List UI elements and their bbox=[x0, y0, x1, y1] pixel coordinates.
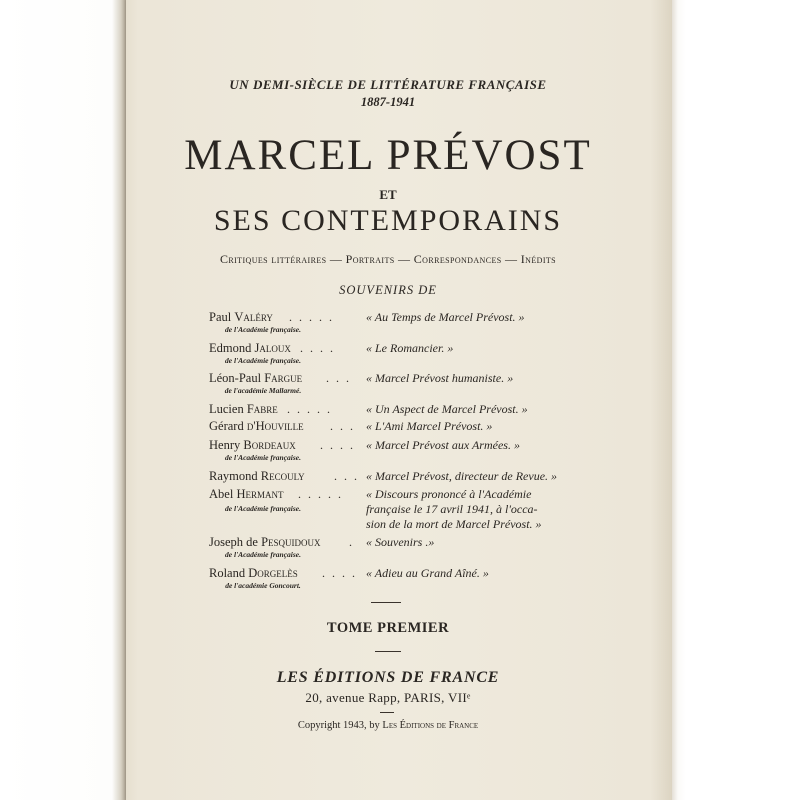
leader-dots: . . . . . bbox=[287, 402, 332, 416]
leader-dots: . . . . bbox=[300, 341, 335, 355]
author-affiliation: de l'académie Goncourt. bbox=[225, 581, 301, 590]
author-name: Joseph de Pesquidoux bbox=[209, 535, 321, 549]
article-title: « Discours prononcé à l'Académie française le 17 avril 1941, à l'occa- sion de la mort de Marcel Prévost. » bbox=[366, 487, 542, 531]
author-affiliation: de l'Académie française. bbox=[224, 356, 302, 365]
years-range: 1887-1941 bbox=[360, 95, 416, 109]
author-affiliation: de l'Académie française. bbox=[224, 504, 302, 513]
article-title: « Marcel Prévost, directeur de Revue. » bbox=[366, 469, 558, 483]
divider bbox=[371, 602, 401, 603]
conjunction: ET bbox=[379, 187, 397, 202]
main-title: MARCEL PRÉVOST bbox=[184, 132, 592, 179]
book-spine bbox=[0, 0, 128, 800]
leader-dots: . bbox=[349, 535, 354, 549]
leader-dots: . . . bbox=[330, 419, 355, 433]
article-title: « Adieu au Grand Aîné. » bbox=[366, 566, 489, 580]
leader-dots: . . . bbox=[334, 469, 359, 483]
author-name: Henry Bordeaux bbox=[209, 438, 296, 452]
series-title: UN DEMI-SIÈCLE DE LITTÉRATURE FRANÇAISE bbox=[229, 77, 547, 92]
author-affiliation: de l'Académie française. bbox=[224, 550, 302, 559]
article-title: « Le Romancier. » bbox=[366, 341, 454, 355]
divider bbox=[375, 651, 401, 652]
leader-dots: . . . . bbox=[320, 438, 355, 452]
volume-label: TOME PREMIER bbox=[326, 620, 450, 636]
souvenirs-label: SOUVENIRS DE bbox=[339, 283, 437, 297]
copyright-line: Copyright 1943, by Les Éditions de France bbox=[297, 720, 479, 731]
author-name: Gérard d'Houville bbox=[209, 419, 304, 433]
article-title: « Au Temps de Marcel Prévost. » bbox=[366, 310, 525, 324]
background-margin bbox=[672, 0, 800, 800]
author-name: Abel Hermant bbox=[209, 487, 284, 501]
leader-dots: . . . bbox=[326, 371, 351, 385]
author-name: Raymond Recouly bbox=[209, 469, 305, 483]
leader-dots: . . . . . bbox=[289, 310, 334, 324]
author-affiliation: de l'Académie française. bbox=[224, 325, 302, 334]
article-title: « Marcel Prévost humaniste. » bbox=[366, 371, 514, 385]
article-title: « Marcel Prévost aux Armées. » bbox=[366, 438, 520, 452]
sub-title: SES CONTEMPORAINS bbox=[213, 204, 563, 237]
author-name: Léon-Paul Fargue bbox=[209, 371, 303, 385]
divider bbox=[380, 712, 394, 713]
genres-line: Critiques littéraires — Portraits — Correspondances — Inédits bbox=[219, 252, 557, 266]
author-name: Edmond Jaloux bbox=[209, 341, 291, 355]
author-name: Roland Dorgelès bbox=[209, 566, 298, 580]
leader-dots: . . . . . bbox=[298, 487, 343, 501]
leader-dots: . . . . bbox=[322, 566, 357, 580]
publisher-name: LES ÉDITIONS DE FRANCE bbox=[276, 669, 500, 686]
author-affiliation: de l'académie Mallarmé. bbox=[224, 386, 302, 395]
article-title: « Souvenirs .» bbox=[366, 535, 435, 549]
publisher-address: 20, avenue Rapp, PARIS, VIIᵉ bbox=[305, 690, 471, 705]
author-affiliation: de l'Académie française. bbox=[224, 453, 302, 462]
author-name: Lucien Fabre bbox=[209, 402, 278, 416]
author-name: Paul Valéry bbox=[209, 310, 273, 324]
article-title: « L'Ami Marcel Prévost. » bbox=[366, 419, 493, 433]
article-title: « Un Aspect de Marcel Prévost. » bbox=[366, 402, 528, 416]
